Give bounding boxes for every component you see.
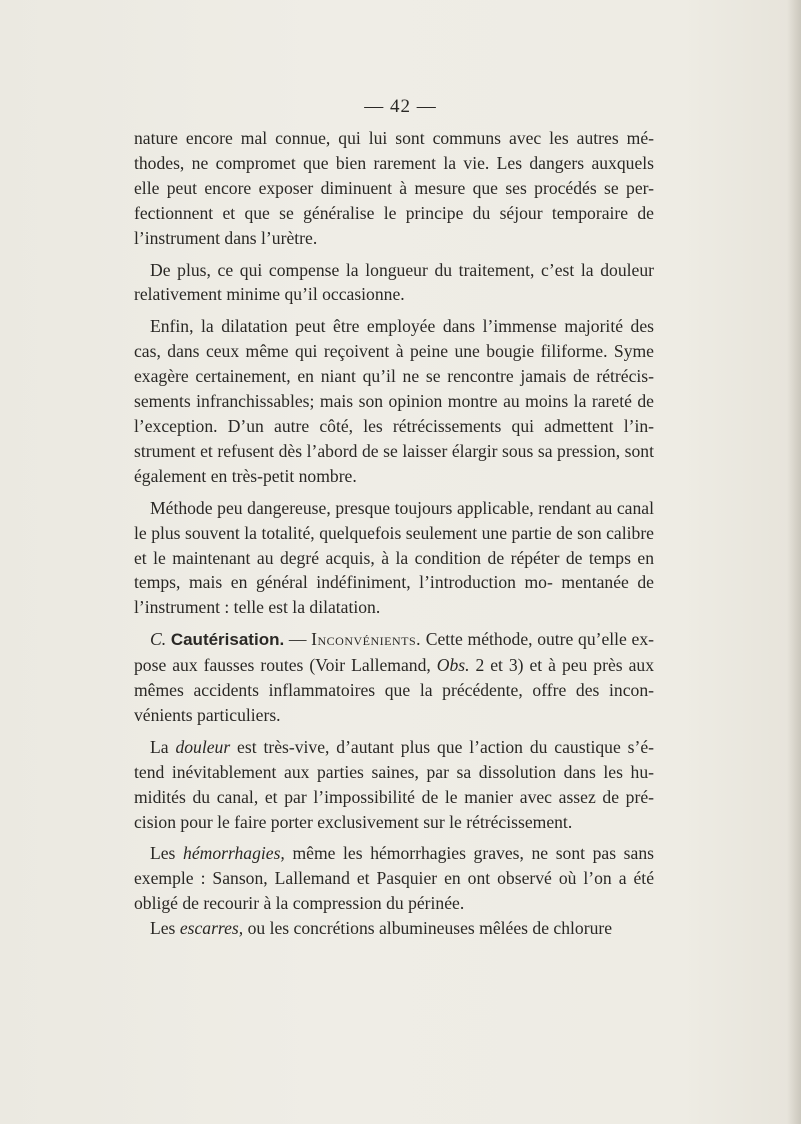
section-heading: Cautérisation.: [170, 630, 285, 650]
paragraph-6-text: est très-vive, d’autant plus que l’action du caustique s’é- tend inévitablement aux parties saines, par sa dissolution dans les hu- midités du canal, et par l’impossibilité de le manier avec assez de pré- cision pour le faire porter exclusivement sur le rétrécissement.: [134, 736, 654, 832]
paragraph-6: [134, 735, 654, 835]
paragraph-6-pre: La: [150, 736, 176, 757]
obs-reference: Obs.: [436, 655, 470, 676]
paragraph-5-text-2: 2 et 3) et à peu près aux mêmes accidents inflammatoires que la précédente, offre des incon- vénients particuliers.: [134, 655, 654, 725]
paragraph-2: De plus, ce qui compense la longueur du traitement, c’est la douleur relativement minime qu’il occasionne.: [134, 259, 654, 305]
paragraph-7-text: même les hémorrhagies graves, ne sont pas sans exemple : Sanson, Lallemand et Pasquier en ont observé où l’on a été obligé de recourir à la compression du périnée.: [134, 843, 654, 914]
paragraph-7-pre: Les: [150, 843, 184, 864]
paragraph-1: nature encore mal connue, qui lui sont communs avec les autres mé- thodes, ne compromet que bien rarement la vie. Les dangers auxquels elle peut encore exposer diminuent à mesure que ses procédés se per- fectionnent et que se généralise le principe du séjour temporaire de l’instrument dans l’urètre.: [134, 128, 654, 248]
term-douleur: douleur: [175, 736, 231, 757]
paragraph-4: Méthode peu dangereuse, presque toujours applicable, rendant au canal le plus souvent la totalité, quelquefois seulement une partie de son calibre et le maintenant au degré acquis, à la condition de répéter de temps en temps, mais en général indéfiniment, l’introduction mo- mentanée de l’instrument : telle est la dilatation.: [134, 497, 654, 618]
paragraph-7: [134, 841, 654, 916]
paragraph-5: [134, 627, 654, 728]
page-number: — 42 —: [364, 96, 437, 117]
paragraph-8: [134, 916, 654, 941]
page-edge-shadow: [787, 0, 801, 1124]
heading-dash: —: [284, 629, 312, 650]
subheading-label: Inconvénients.: [311, 629, 422, 650]
term-escarres: escarres,: [179, 918, 244, 939]
paragraph-5-text-1: Cette méthode, outre qu’elle ex- pose aux fausses routes (Voir Lallemand,: [134, 629, 655, 676]
section-letter: C.: [150, 629, 167, 650]
body-text: [134, 126, 654, 941]
term-hemorrhagies: hémorrhagies,: [183, 843, 285, 864]
paragraph-8-text: ou les concrétions albumineuses mêlées de chlorure: [243, 918, 613, 939]
paragraph-3: Enfin, la dilatation peut être employée dans l’immense majorité des cas, dans ceux même qui reçoivent à peine une bougie filiforme. Syme exagère certainement, en niant qu’il ne se rencontre jamais de rétrécis- sements infranchissables; mais son opinion montre au moins la rareté de l’exception. D’un autre côté, les rétrécissements qui admettent l’in- strument et refusent dès l’abord de se laisser élargir sous sa pression, sont également en très-petit nombre.: [134, 316, 654, 486]
paragraph-8-pre: Les: [150, 918, 180, 939]
